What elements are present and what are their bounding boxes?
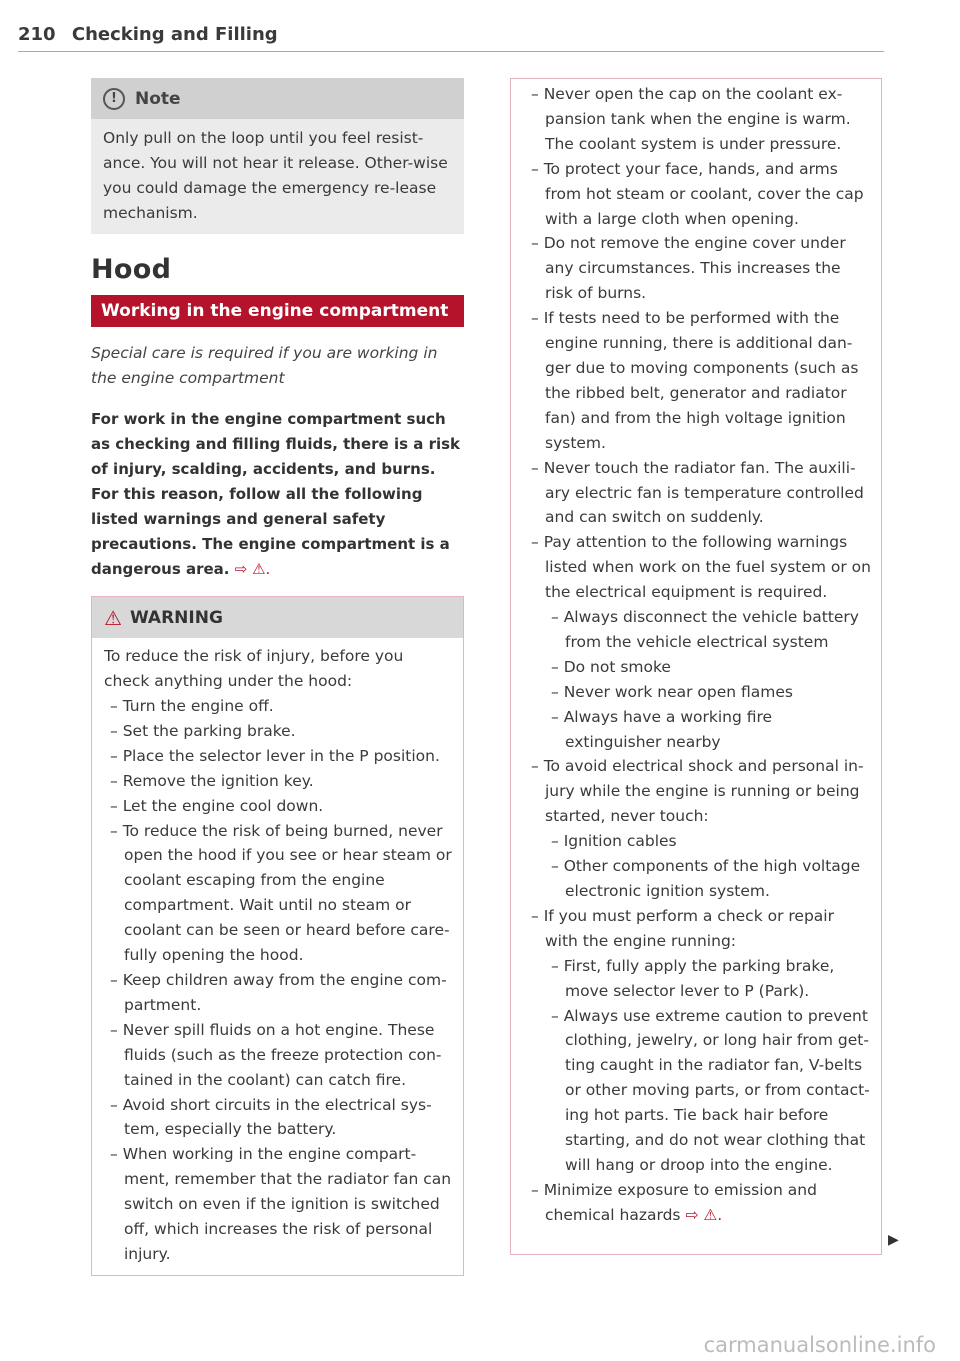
subsection-heading: Working in the engine compartment [91, 295, 464, 327]
list-item [525, 1178, 871, 1228]
list-item: – Never open the cap on the coolant ex-pansion tank when the engine is warm. The coolant system is under pressure. [525, 82, 871, 157]
warning-box [91, 596, 464, 1276]
sub-list-item: – Never work near open flames [525, 680, 871, 705]
bold-paragraph [91, 407, 464, 582]
sub-list [525, 954, 871, 1178]
continue-arrow-icon: ▶ [888, 1232, 899, 1248]
warning-triangle-icon: ⚠ [104, 605, 122, 630]
section-title: Checking and Filling [71, 24, 278, 45]
watermark: carmanualsonline.info [703, 1333, 936, 1357]
list-item: – Place the selector lever in the P position. [104, 744, 453, 769]
list-item: – Keep children away from the engine com-partment. [104, 968, 453, 1018]
warning-body [92, 638, 463, 1275]
sub-list [525, 605, 871, 754]
list-item: – Never touch the radiator fan. The auxili-ary electric fan is temperature controlled and can switch on suddenly. [525, 456, 871, 531]
list-item: – Pay attention to the following warnings listed when work on the fuel system or on the electrical equipment is required. [525, 530, 871, 605]
warning-reference[interactable]: ⇨ ⚠. [234, 560, 271, 578]
sub-list-item: – First, fully apply the parking brake, move selector lever to P (Park). [525, 954, 871, 1004]
list-item: – Do not remove the engine cover under any circumstances. This increases the risk of burns. [525, 231, 871, 306]
list-item: – Remove the ignition key. [104, 769, 453, 794]
list-item: – Set the parking brake. [104, 719, 453, 744]
sub-list-item: – Always have a working fire extinguisher nearby [525, 705, 871, 755]
left-column [91, 78, 464, 1276]
warning-list [104, 694, 453, 1267]
right-column-warning-continued [510, 78, 882, 1255]
note-title: Note [135, 88, 181, 109]
note-box [91, 78, 464, 234]
right-list [525, 904, 871, 954]
sub-list-item: – Do not smoke [525, 655, 871, 680]
right-list [525, 754, 871, 829]
list-item-text: Minimize exposure to emission and chemical hazards [543, 1180, 817, 1224]
list-item: – Never spill fluids on a hot engine. These fluids (such as the freeze protection con-tained in the coolant) can catch fire. [104, 1018, 453, 1093]
note-body: Only pull on the loop until you feel resist-ance. You will not hear it release. Other-wise you could damage the emergency re-lease mechanism. [103, 129, 448, 222]
list-item: – To reduce the risk of being burned, never open the hood if you see or hear steam or coolant escaping from the engine compartment. Wait until no steam or coolant can be seen or heard before care-fully opening the hood. [104, 819, 453, 968]
right-list [525, 1178, 871, 1228]
list-item: – To protect your face, hands, and arms from hot steam or coolant, cover the cap with a large cloth when opening. [525, 157, 871, 232]
list-item: – If tests need to be performed with the engine running, there is additional dan-ger due to moving components (such as the ribbed belt, generator and radiator fan) and from the high voltage ignition system. [525, 306, 871, 455]
page-header [18, 24, 278, 45]
warning-reference[interactable]: ⇨ ⚠. [685, 1205, 723, 1224]
sub-list-item: – Ignition cables [525, 829, 871, 854]
sub-list [525, 829, 871, 904]
lead-text: Special care is required if you are working in the engine compartment [91, 344, 438, 387]
sub-list-item: – Other components of the high voltage electronic ignition system. [525, 854, 871, 904]
note-header [91, 78, 464, 119]
list-item: – When working in the engine compart-ment, remember that the radiator fan can switch on even if the ignition is switched off, which increases the risk of personal injury. [104, 1142, 453, 1267]
list-item: – To avoid electrical shock and personal in-jury while the engine is running or being started, never touch: [525, 754, 871, 829]
right-list [525, 82, 871, 605]
bold-paragraph-text: For work in the engine compartment such as checking and filling fluids, there is a risk of injury, scalding, accidents, and burns. For this reason, follow all the following listed warnings and general safety precautions. The engine compartment is a dangerous area. [91, 410, 461, 578]
list-item: – If you must perform a check or repair with the engine running: [525, 904, 871, 954]
warning-intro: To reduce the risk of injury, before you check anything under the hood: [104, 647, 404, 690]
sub-list-item: – Always use extreme caution to prevent clothing, jewelry, or long hair from get-ting caught in the radiator fan, V-belts or other moving parts, or from contact-ing hot parts. Tie back hair before starting, and do not wear clothing that will hang or droop into the engine. [525, 1004, 871, 1178]
warning-header [92, 597, 463, 638]
info-circle-icon: ! [103, 88, 125, 110]
warning-title: WARNING [129, 607, 223, 628]
page-number: 210 [18, 24, 56, 45]
header-rule [18, 51, 884, 52]
section-heading: Hood [91, 254, 172, 285]
list-item: – Turn the engine off. [104, 694, 453, 719]
list-item: – Let the engine cool down. [104, 794, 453, 819]
sub-list-item: – Always disconnect the vehicle battery from the vehicle electrical system [525, 605, 871, 655]
list-item: – Avoid short circuits in the electrical sys-tem, especially the battery. [104, 1093, 453, 1143]
